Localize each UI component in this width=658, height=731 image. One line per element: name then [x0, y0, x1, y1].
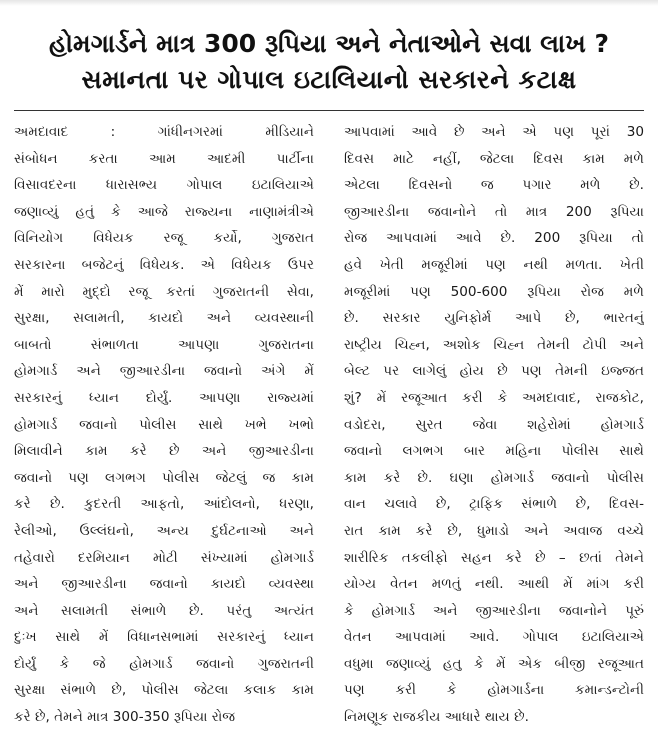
article-line: અને સલામતી સંભાળે છે. પરંતુ અત્યંત — [14, 602, 314, 619]
article-line: વડોદરા, સુરત જેવા શહેરોમાં હોમગાર્ડ — [344, 416, 644, 433]
article-line: સુરક્ષા સંભાળે છે, પોલીસ જેટલા કલાક કામ — [14, 682, 314, 699]
article-line: બાબતો સંભાળતા આપણા ગુજરાતના — [14, 336, 314, 353]
article-line: જવાનો લગભગ બાર મહિના પોલીસ સાથે — [344, 443, 644, 460]
article-line: નિમણૂક રાજકીય આધારે થાય છે. — [344, 709, 529, 726]
article-line: રેલીઓ, ઉલ્લંઘનો, અન્ય દુર્ઘટનાઓ અને — [14, 522, 314, 539]
article-line: જવાનો પણ લગભગ પોલીસ જેટલું જ કામ — [14, 469, 314, 486]
article-line: કરે છે. કુદરતી આફતો, આંદોલનો, ધરણા, — [14, 496, 314, 513]
article-line: અને જીઆરડીના જવાનો કાયદો વ્યવસ્થા — [14, 576, 314, 593]
article-line: વધુમા જણાવ્યું હતુ કે મેં એક બીજી રજૂઆત — [344, 655, 644, 672]
article-line: વાન ચલાવે છે, ટ્રાફિક સંભાળે છે, દિવસ- — [344, 496, 644, 513]
headline-divider — [14, 110, 644, 111]
article-line: વિનિયોગ વિધેયક રજૂ કર્યો, ગુજરાત — [14, 230, 314, 247]
article-line: હવે ખેતી મજૂરીમાં પણ નથી મળતા. ખેતી — [344, 256, 644, 273]
article-line: પણ કરી કે હોમગાર્ડના કમાન્ડન્ટોની — [344, 682, 644, 699]
article-line: સરકારનું ધ્યાન દોર્યું. આપણા રાજ્યમાં — [14, 389, 314, 406]
page-top-edge — [0, 0, 658, 6]
article-line: અમદાવાદ : ગાંધીનગરમાં મીડિયાને — [14, 124, 314, 140]
article-line: સરકારના બજેટનું વિધેયક. એ વિધેયક ઉપર — [14, 256, 314, 273]
article-line: તહેવારો દરમિયાન મોટી સંખ્યામાં હોમગાર્ડ — [14, 549, 314, 566]
article-line: રાષ્ટ્રીય ચિહ્ન, અશોક ચિહ્ન તેમની ટોપી અને — [344, 336, 644, 353]
article-line: છે. સરકાર યુનિફોર્મ આપે છે, ભારતનું — [344, 310, 644, 327]
headline-line-1: હોમગાર્ડને માત્ર 300 રૂપિયા અને નેતાઓને સવા લાખ ? — [49, 29, 609, 58]
article-line: મજૂરીમાં પણ 500-600 રૂપિયા રોજ મળે — [344, 283, 644, 300]
headline-line-2: સમાનતા પર ગોપાલ ઇટાલિયાનો સરકારને કટાક્ષ — [81, 65, 577, 94]
headline — [14, 26, 644, 98]
article-line: દુઃખ સાથે મેં વિધાનસભામાં સરકારનું ધ્યાન — [14, 629, 314, 646]
article-line: સંબોધન કરતા આમ આદમી પાર્ટીના — [14, 150, 314, 167]
article-line: કામ કરે છે. ઘણા હોમગાર્ડ જવાનો પોલીસ — [344, 469, 644, 486]
article-line: જીઆરડીના જવાનોને તો માત્ર 200 રૂપિયા — [344, 203, 644, 220]
article-column-right — [344, 119, 644, 731]
article-line: બેલ્ટ પર લાગેલું હોય છે પણ તેમની ઇજ્જત — [344, 363, 644, 380]
article-line: યોગ્ય વેતન મળતું નથી. આથી મેં માંગ કરી — [344, 576, 644, 593]
article-line: દિવસ માટે નહીં, જેટલા દિવસ કામ મળે — [344, 150, 644, 167]
article-line: દોર્યું કે જે હોમગાર્ડ જવાનો ગુજરાતની — [14, 655, 314, 672]
article-line: રાત કામ કરે છે, ધુમાડો અને અવાજ વચ્ચે — [344, 522, 644, 539]
article-line: વેતન આપવામાં આવે. ગોપાલ ઇટાલિયાએ — [344, 629, 644, 646]
article-line: મેં મારો મુદ્દો રજૂ કરતાં ગુજરાતની સેવા, — [14, 283, 314, 300]
article-line: મિલાવીને કામ કરે છે અને જીઆરડીના — [14, 443, 314, 460]
article-line: સુરક્ષા, સલામતી, કાયદો અને વ્યવસ્થાની — [14, 310, 314, 327]
article-column-left — [14, 119, 314, 731]
article-line: રોજ આપવામાં આવે છે. 200 રૂપિયા તો — [344, 230, 644, 247]
article-line: આપવામાં આવે છે અને એ પણ પૂરાં 30 — [344, 124, 644, 140]
article-line: કરે છે, તેમને માત્ર 300-350 રૂપિયા રોજ — [14, 709, 236, 726]
article-line: હોમગાર્ડ અને જીઆરડીના જવાનો અંગે મેં — [14, 363, 314, 380]
article-line: કે હોમગાર્ડ અને જીઆરડીના જવાનોને પૂરું — [344, 602, 644, 619]
article-line: એટલા દિવસનો જ પગાર મળે છે. — [344, 177, 644, 194]
article-line: વિસાવદરના ધારાસભ્ય ગોપાલ ઇટાલિયાએ — [14, 177, 314, 194]
article-line: હોમગાર્ડ જવાનો પોલીસ સાથે ખભે ખભો — [14, 416, 314, 433]
article-line: શું? મેં રજૂઆત કરી કે અમદાવાદ, રાજકોટ, — [344, 389, 644, 406]
article-body — [14, 119, 644, 731]
article-line: જણાવ્યું હતું કે આજે રાજ્યના નાણામંત્રીએ — [14, 203, 314, 220]
article-line: શારીરિક તકલીફો સહન કરે છે – છતાં તેમને — [344, 549, 644, 566]
